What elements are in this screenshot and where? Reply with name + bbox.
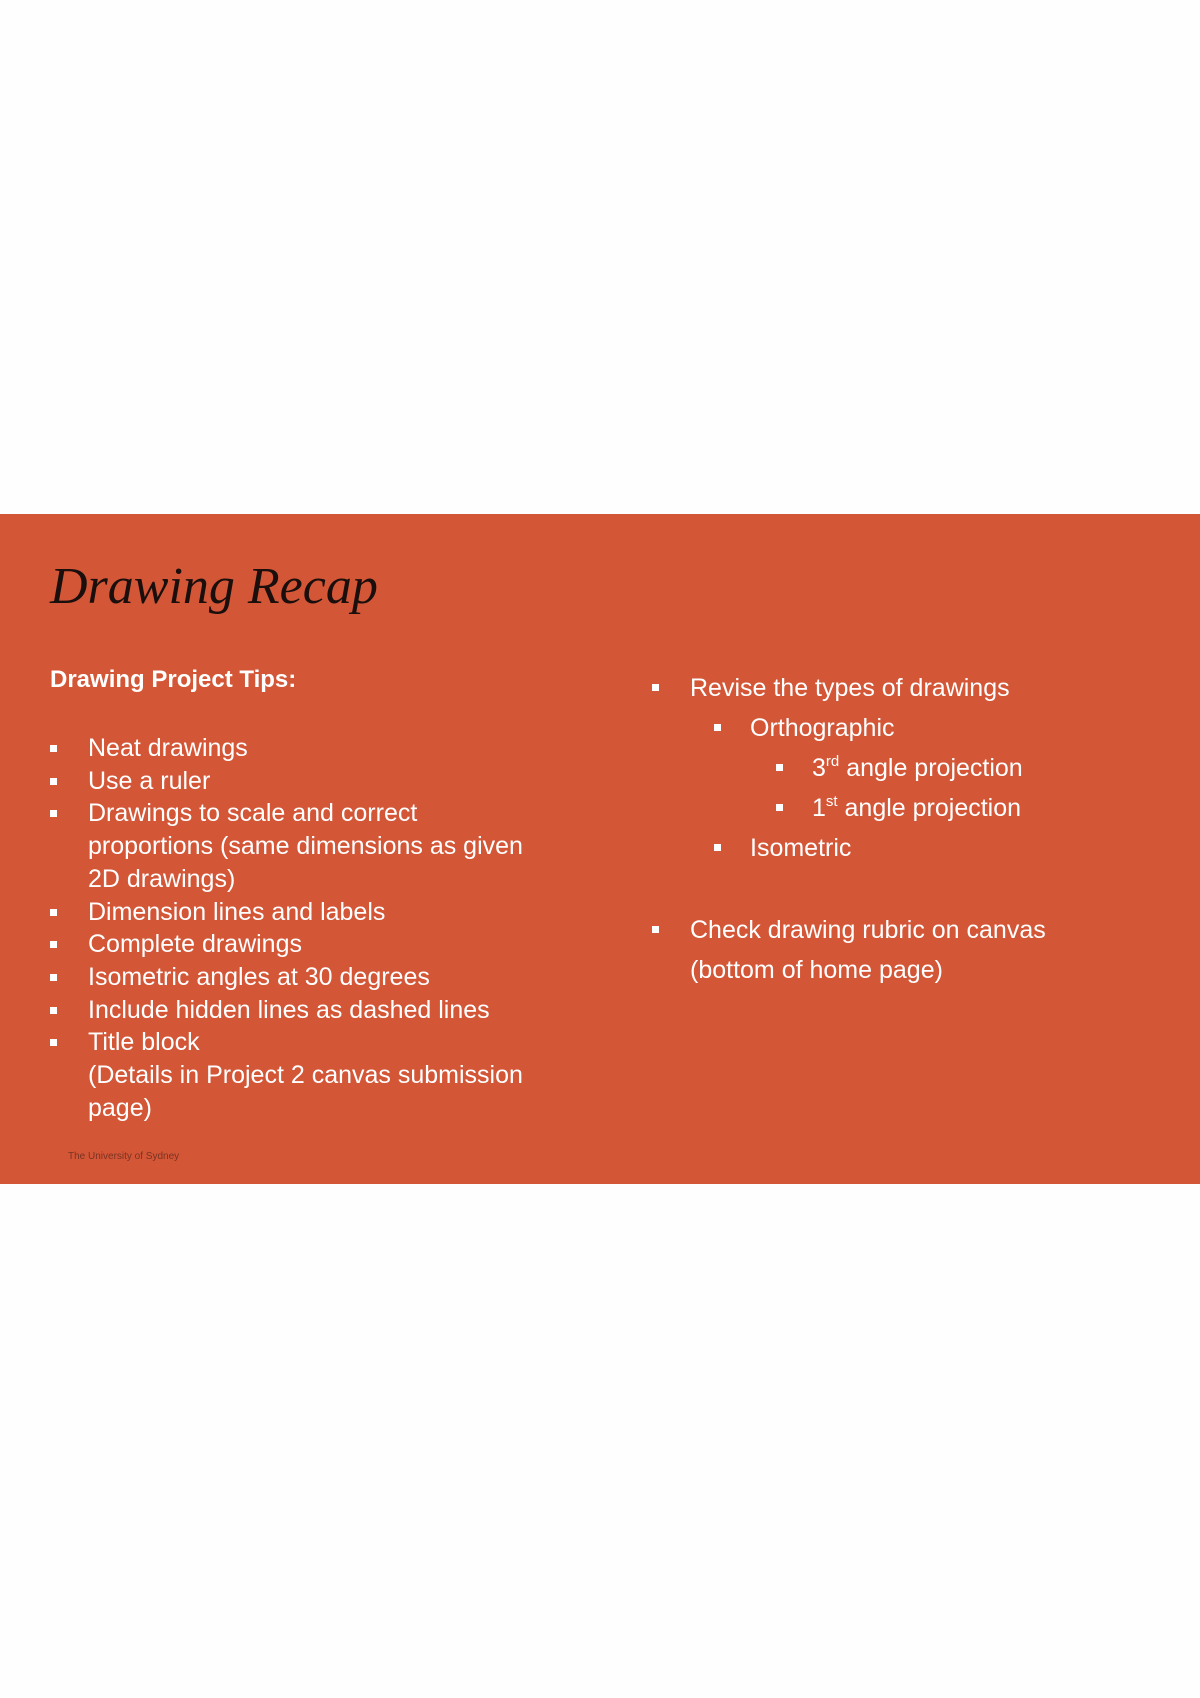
square-bullet-icon (50, 1039, 57, 1046)
square-bullet-icon (652, 684, 659, 691)
square-bullet-icon (50, 745, 57, 752)
list-item: Revise the types of drawings (652, 668, 1172, 708)
list-item: Drawings to scale and correct proportions (same dimensions as given 2D drawings) (50, 797, 590, 895)
list-item: 3rd angle projection (652, 748, 1172, 788)
square-bullet-icon (50, 778, 57, 785)
footer-institution: The University of Sydney (68, 1151, 180, 1162)
square-bullet-icon (714, 844, 721, 851)
square-bullet-icon (50, 909, 57, 916)
list-item: Complete drawings (50, 928, 590, 961)
square-bullet-icon (714, 724, 721, 731)
slide-panel (0, 514, 1200, 1184)
list-item: Neat drawings (50, 732, 590, 765)
list-item: Isometric angles at 30 degrees (50, 961, 590, 994)
list-item: Use a ruler (50, 765, 590, 798)
square-bullet-icon (652, 926, 659, 933)
list-item: Title block (Details in Project 2 canvas submission page) (50, 1026, 590, 1124)
list-item: Include hidden lines as dashed lines (50, 994, 590, 1027)
list-item: 1st angle projection (652, 788, 1172, 828)
list-item: Check drawing rubric on canvas (bottom of home page) (652, 910, 1172, 990)
list-item: Orthographic (652, 708, 1172, 748)
tips-list (50, 732, 590, 1124)
drawing-types-list (652, 668, 1172, 990)
square-bullet-icon (776, 764, 783, 771)
square-bullet-icon (50, 810, 57, 817)
list-item: Isometric (652, 828, 1172, 868)
square-bullet-icon (776, 804, 783, 811)
slide-title: Drawing Recap (50, 558, 378, 615)
tips-heading: Drawing Project Tips: (50, 666, 297, 693)
list-item: Dimension lines and labels (50, 896, 590, 929)
square-bullet-icon (50, 1007, 57, 1014)
square-bullet-icon (50, 941, 57, 948)
square-bullet-icon (50, 974, 57, 981)
